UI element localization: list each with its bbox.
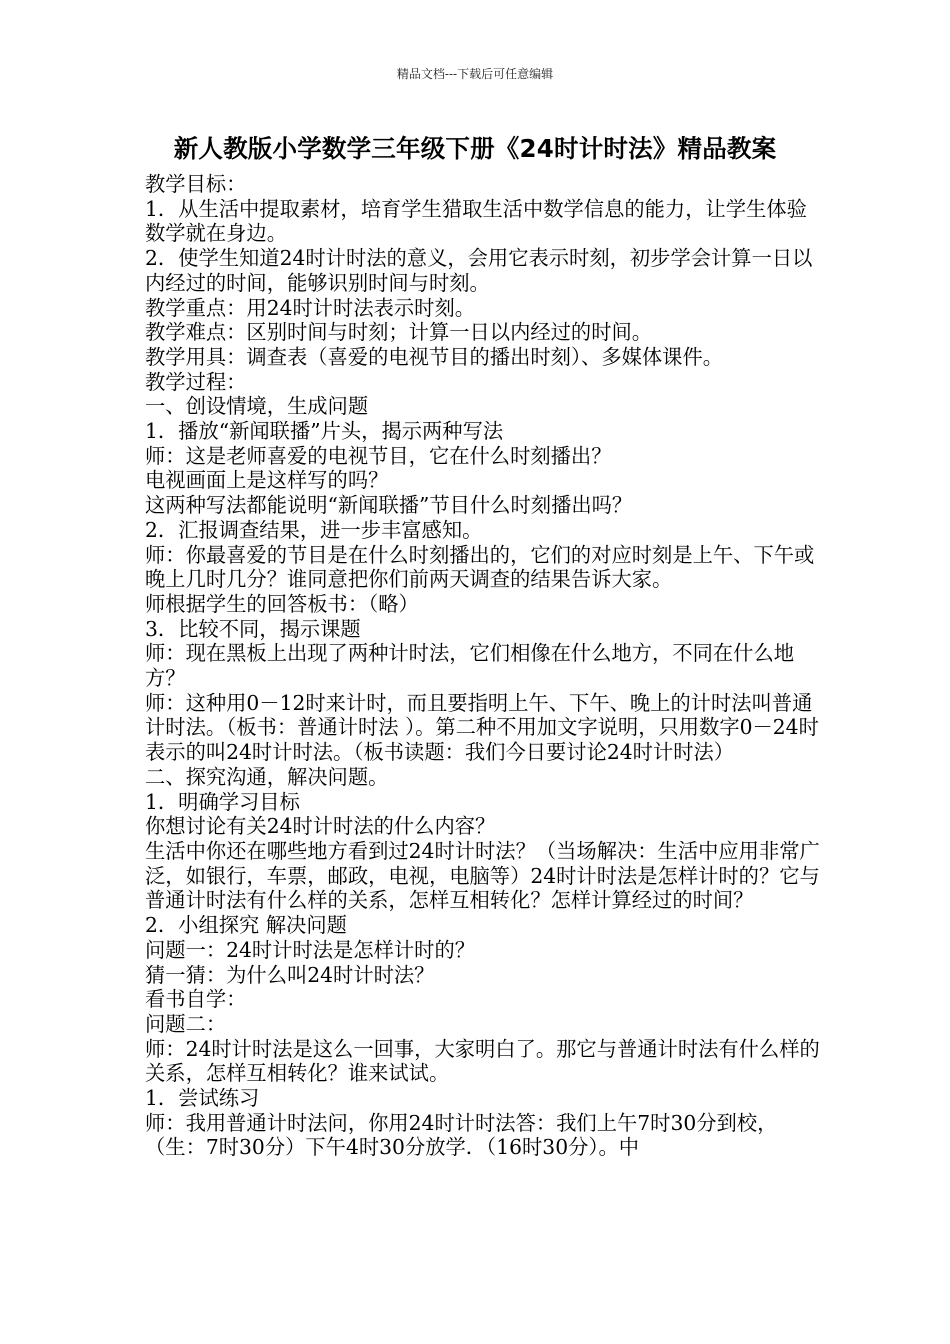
paragraph: 师根据学生的回答板书：（略） [145,591,419,616]
document-title: 新人教版小学数学三年级下册《24时计时法》精品教案 [173,134,777,163]
document-body [145,172,825,1160]
paragraph: 电视画面上是这样写的吗？ [145,468,389,493]
paragraph: 师：这是老师喜爱的电视节目，它在什么时刻播出？ [145,443,612,468]
paragraph: 教学目标： [145,172,247,196]
paragraph: 师：我用普通计时法问，你用24时计时法答：我们上午7时30分到校，（生：7时30分）下午4时30分放学．（16时30分）。中 [145,1110,778,1160]
paragraph: 2．使学生知道24时计时法的意义，会用它表示时刻，初步学会计算一日以内经过的时间，能够识别时间与时刻。 [145,246,813,295]
paragraph: 猜一猜：为什么叫24时计时法？ [145,962,435,987]
paragraph: 看书自学： [145,987,247,1012]
paragraph: 二、探究沟通，解决问题。 [145,764,389,789]
paragraph: 师：24时计时法是这么一回事，大家明白了。那它与普通计时法有什么样的关系，怎样互相转化？谁来试试。 [145,1036,820,1086]
paragraph: 师：现在黑板上出现了两种计时法，它们相像在什么地方，不同在什么地方？ [145,641,795,691]
paragraph: 这两种写法都能说明“新闻联播”节目什么时刻播出吗？ [145,493,633,518]
paragraph: 教学重点：用24时计时法表示时刻。 [145,295,476,320]
paragraph: 教学过程： [145,369,247,394]
paragraph: 你想讨论有关24时计时法的什么内容？ [145,814,496,839]
paragraph: 生活中你还在哪些地方看到过24时计时法？（当场解决：生活中应用非常广泛，如银行，车票，邮政，电视，电脑等）24时计时法是怎样计时的？它与普通计时法有什么样的关系，怎样互相转化？怎样计算经过的时间？ [145,838,820,913]
page-header-note: 精品文档---下载后可任意编辑 [396,67,554,81]
paragraph: 问题一：24时计时法是怎样计时的？ [145,937,476,962]
paragraph: 1．明确学习目标 [145,789,300,814]
paragraph: 教学难点：区别时间与时刻；计算一日以内经过的时间。 [145,320,653,345]
paragraph: 问题二： [145,1011,227,1036]
paragraph: 师：你最喜爱的节目是在什么时刻播出的，它们的对应时刻是上午、下午或晚上几时几分？谁同意把你们前两天调查的结果告诉大家。 [145,542,815,592]
paragraph: 1．播放“新闻联播”片头，揭示两种写法 [145,419,504,444]
paragraph: 3．比较不同，揭示课题 [145,616,361,641]
paragraph: 2．汇报调查结果，进一步丰富感知。 [145,517,483,542]
paragraph: 1．尝试练习 [145,1086,260,1111]
paragraph: 师：这种用0－12时来计时，而且要指明上午、下午、晚上的计时法叫普通计时法。（板书：普通计时法 ）。第二种不用加文字说明，只用数字0－24时表示的叫24时计时法。（板书读题：我们今日要讨论24时计时法） [145,690,819,765]
paragraph: 1．从生活中提取素材，培育学生猎取生活中数学信息的能力，让学生体验数学就在身边。 [145,196,807,246]
paragraph: 一、创设情境，生成问题 [145,394,369,419]
paragraph: 2．小组探究 解决问题 [145,913,347,938]
paragraph: 教学用具：调查表（喜爱的电视节目的播出时刻）、多媒体课件。 [145,344,724,369]
